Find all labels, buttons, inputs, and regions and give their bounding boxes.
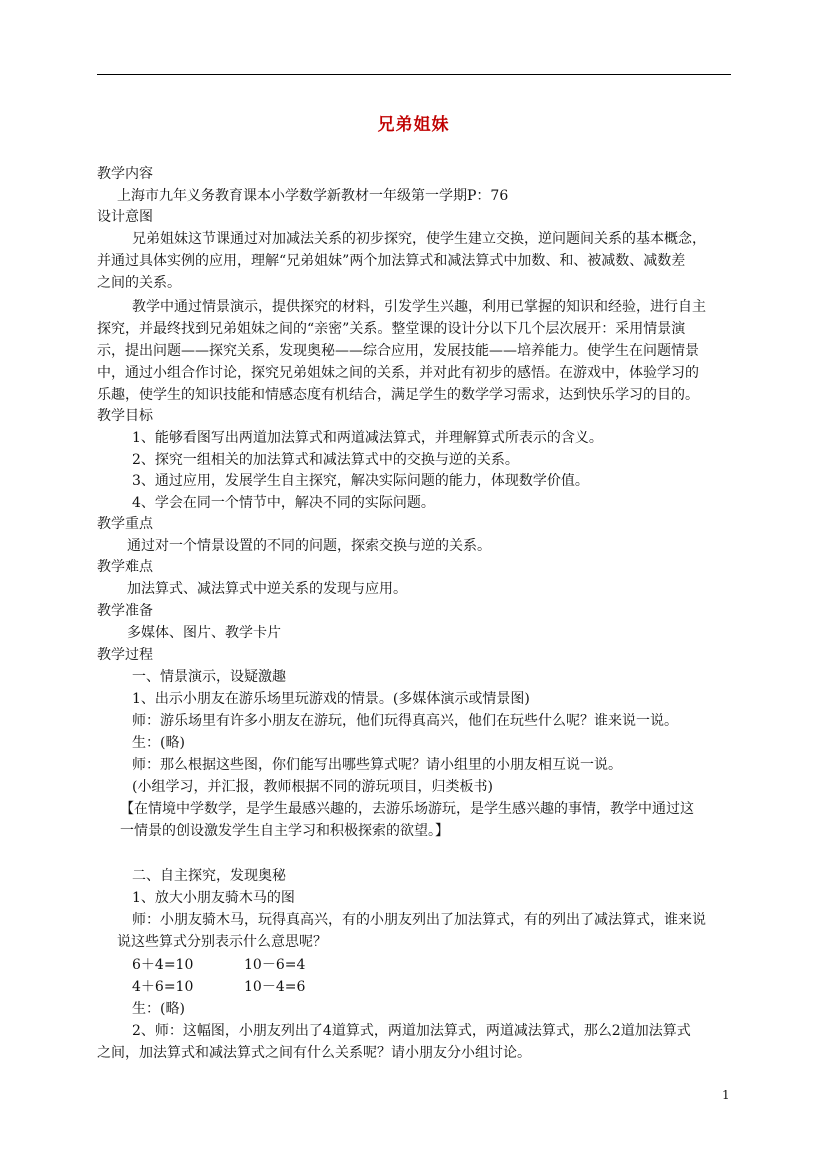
equation: 10－6=4 <box>244 957 306 973</box>
header-rule <box>97 74 731 75</box>
process-line: 1、出示小朋友在游乐场里玩游戏的情景。(多媒体演示或情景图) <box>132 691 530 707</box>
difficulty-text: 加法算式、减法算式中逆关系的发现与应用。 <box>127 581 407 597</box>
paragraph-line: 中，通过小组合作讨论，探究兄弟姐妹之间的关系，并对此有初步的感悟。在游戏中，体验学习的 <box>97 365 699 381</box>
paragraph-line: 乐趣，使学生的知识技能和情感态度有机结合，满足学生的数学学习需求，达到快乐学习的目的。 <box>97 387 699 403</box>
key-point-text: 通过对一个情景设置的不同的问题，探索交换与逆的关系。 <box>127 538 491 554</box>
section-heading-goals: 教学目标 <box>97 408 153 424</box>
goal-item: 1、能够看图写出两道加法算式和两道减法算式，并理解算式所表示的含义。 <box>132 430 603 446</box>
paragraph-line: 示，提出问题——探究关系，发现奥秘——综合应用，发展技能——培养能力。使学生在问题情景 <box>97 343 699 359</box>
goal-item: 3、通过应用，发展学生自主探究，解决实际问题的能力，体现数学价值。 <box>132 473 589 489</box>
goal-item: 2、探究一组相关的加法算式和减法算式中的交换与逆的关系。 <box>132 452 519 468</box>
preparation-text: 多媒体、图片、教学卡片 <box>127 625 281 641</box>
section-heading-key-point: 教学重点 <box>97 516 153 532</box>
process-line: 之间，加法算式和减法算式之间有什么关系呢？请小朋友分小组讨论。 <box>97 1045 531 1061</box>
process-line: 师：游乐场里有许多小朋友在游玩，他们玩得真高兴，他们在玩些什么呢？谁来说一说。 <box>132 713 678 729</box>
section-heading-intent: 设计意图 <box>97 209 153 225</box>
equation: 6＋4=10 <box>132 957 194 973</box>
process-line: 师：那么根据这些图，你们能写出哪些算式呢？请小组里的小朋友相互说一说。 <box>132 757 622 773</box>
paragraph-line: 兄弟姐妹这节课通过对加减法关系的初步探究，使学生建立交换，逆问题间关系的基本概念， <box>132 231 706 247</box>
process-step-heading: 二、自主探究，发现奥秘 <box>132 868 286 884</box>
paragraph-line: 并通过具体实例的应用，理解“兄弟姐妹”两个加法算式和减法算式中加数、和、被减数、减数差 <box>97 253 686 269</box>
section-heading-content: 教学内容 <box>97 166 153 182</box>
process-line: 生：(略) <box>132 1001 185 1017</box>
process-line: (小组学习，并汇报，教师根据不同的游玩项目，归类板书) <box>132 779 493 795</box>
document-title: 兄弟姐妹 <box>377 115 450 135</box>
content-text: 上海市九年义务教育课本小学数学新教材一年级第一学期P：76 <box>117 188 509 204</box>
section-heading-preparation: 教学准备 <box>97 603 153 619</box>
goal-item: 4、学会在同一个情节中，解决不同的实际问题。 <box>132 495 435 511</box>
comment-line: 一情景的创设激发学生自主学习和积极探索的欲望。】 <box>120 823 449 839</box>
process-line: 2、师：这幅图，小朋友列出了4道算式，两道加法算式，两道减法算式，那么2道加法算式 <box>132 1023 691 1039</box>
paragraph-line: 教学中通过情景演示，提供探究的材料，引发学生兴趣，利用已掌握的知识和经验，进行自主 <box>132 299 706 315</box>
process-step-heading: 一、情景演示，设疑激趣 <box>132 669 286 685</box>
equation: 4＋6=10 <box>132 979 194 995</box>
section-heading-difficulty: 教学难点 <box>97 559 153 575</box>
equation: 10－4=6 <box>244 979 306 995</box>
process-line: 师：小朋友骑木马，玩得真高兴，有的小朋友列出了加法算式，有的列出了减法算式，谁来说 <box>132 912 706 928</box>
process-line: 说这些算式分别表示什么意思呢？ <box>117 934 327 950</box>
page-number: 1 <box>722 1088 730 1102</box>
section-heading-process: 教学过程 <box>97 647 153 663</box>
process-line: 1、放大小朋友骑木马的图 <box>132 890 295 906</box>
paragraph-line: 之间的关系。 <box>97 275 181 291</box>
comment-line: 【在情境中学数学，是学生最感兴趣的，去游乐场游玩，是学生感兴趣的事情，教学中通过这 <box>120 801 694 817</box>
process-line: 生：(略) <box>132 735 185 751</box>
paragraph-line: 探究，并最终找到兄弟姐妹之间的“亲密”关系。整堂课的设计分以下几个层次展开：采用情景演 <box>97 321 686 337</box>
